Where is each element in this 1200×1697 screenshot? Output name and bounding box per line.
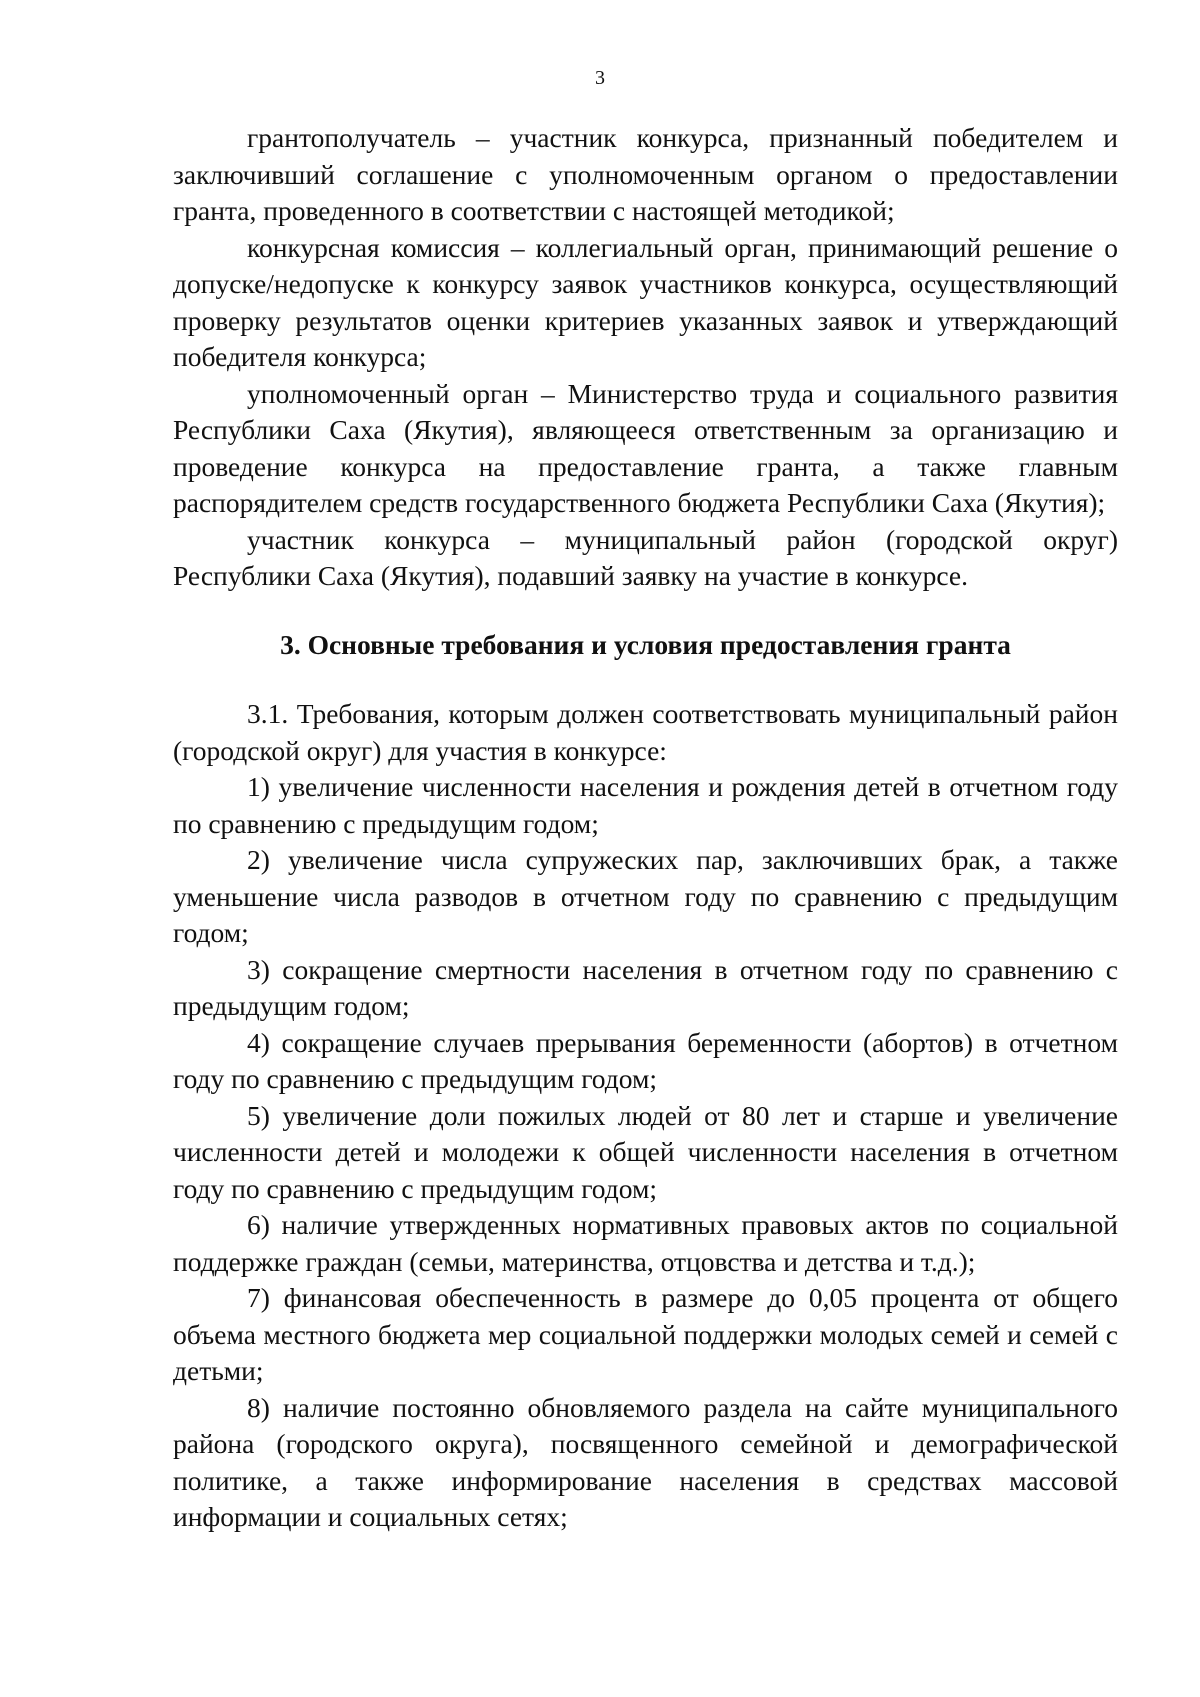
requirement-item-6: 6) наличие утвержденных нормативных правовых актов по социальной поддержке граждан (семьи, материнства, отцовства и детства и т.д.); xyxy=(173,1209,1118,1277)
definition-grant-recipient: грантополучатель – участник конкурса, признанный победителем и заключивший соглашение с уполномоченным органом о предоставлении гранта, проведенного в соответствии с настоящей методикой; xyxy=(173,122,1118,226)
requirement-item-5: 5) увеличение доли пожилых людей от 80 лет и старше и увеличение численности детей и молодежи к общей численности населения в отчетном году по сравнению с предыдущим годом; xyxy=(173,1099,1118,1204)
requirement-item-1: 1) увеличение численности населения и рождения детей в отчетном году по сравнению с предыдущим годом; xyxy=(173,771,1118,839)
definition-authorized-body: уполномоченный орган – Министерство труда и социального развития Республики Саха (Якутия), являющееся ответственным за организацию и проведение конкурса на предоставление гранта, а также главным распорядителем средств государственного бюджета Республики Саха (Якутия); xyxy=(173,377,1118,518)
requirement-item-8: 8) наличие постоянно обновляемого раздела на сайте муниципального района (городского округа), посвященного семейной и демографической политике, а также информирование населения в средствах массовой информации и социальных сетях; xyxy=(173,1391,1118,1532)
requirement-item-4: 4) сокращение случаев прерывания беременности (абортов) в отчетном году по сравнению с предыдущим годом; xyxy=(173,1026,1118,1094)
section-title: 3. Основные требования и условия предоставления гранта xyxy=(280,628,1011,660)
requirement-item-2: 2) увеличение числа супружеских пар, заключивших брак, а также уменьшение числа разводов в отчетном году по сравнению с предыдущим годом; xyxy=(173,844,1118,948)
document-body xyxy=(173,120,1118,1536)
requirement-item-3: 3) сокращение смертности населения в отчетном году по сравнению с предыдущим годом; xyxy=(173,953,1118,1021)
requirement-item-7: 7) финансовая обеспеченность в размере до 0,05 процента от общего объема местного бюджета мер социальной поддержки молодых семей и семей с детьми; xyxy=(173,1282,1118,1386)
definition-competition-participant: участник конкурса – муниципальный район (городской округ) Республики Саха (Якутия), подавший заявку на участие в конкурсе. xyxy=(173,523,1118,591)
requirement-intro: 3.1. Требования, которым должен соответствовать муниципальный район (городской округ) для участия в конкурсе: xyxy=(173,698,1118,766)
definition-competition-commission: конкурсная комиссия – коллегиальный орган, принимающий решение о допуске/недопуске к конкурсу заявок участников конкурса, осуществляющий проверку результатов оценки критериев указанных заявок и утверждающий победителя конкурса; xyxy=(173,231,1118,372)
page-number: 3 xyxy=(595,67,605,89)
